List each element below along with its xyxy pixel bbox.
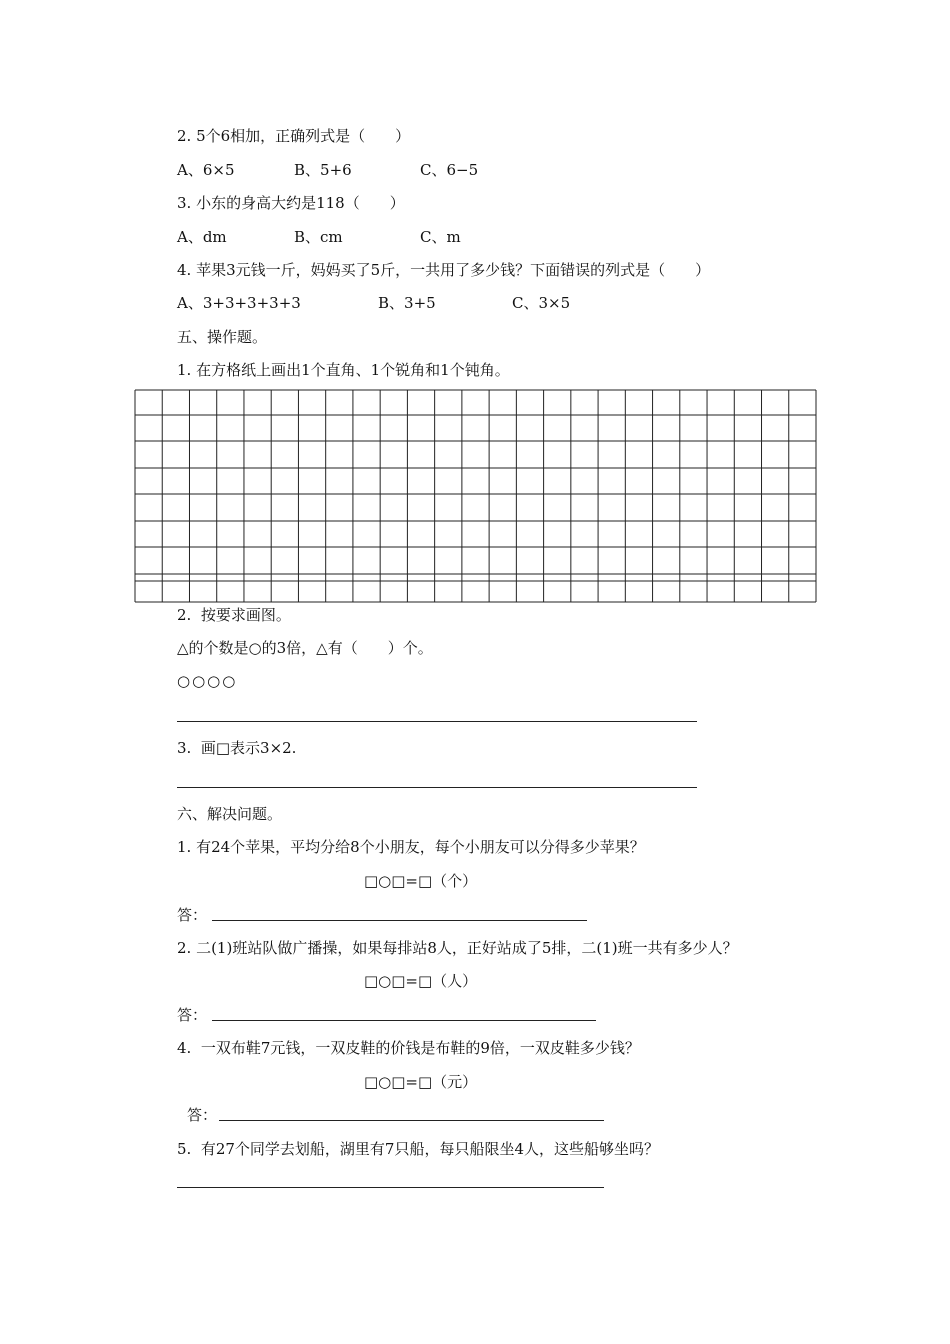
q2-option-a: A、6×5 (177, 161, 235, 179)
section6-title: 六、解决问题。 (177, 805, 283, 823)
p1-answer-line[interactable] (212, 920, 587, 921)
q2-stem: 2. 5个6相加，正确列式是（ ） (177, 127, 411, 145)
q3-option-a: A、dm (177, 228, 227, 246)
section5-item2: 2. 按要求画图。 (177, 606, 291, 624)
section5-item3: 3. 画□表示3×2. (177, 739, 297, 757)
p5-stem: 5. 有27个同学去划船，湖里有7只船，每只船限坐4人，这些船够坐吗？ (177, 1140, 660, 1158)
q3-option-c: C、m (420, 228, 461, 246)
p2-answer-label: 答： (177, 1006, 208, 1024)
q3-stem: 3. 小东的身高大约是118（ ） (177, 194, 405, 212)
p4-stem: 4. 一双布鞋7元钱，一双皮鞋的价钱是布鞋的9倍，一双皮鞋多少钱？ (177, 1039, 640, 1057)
q2-option-b: B、5+6 (294, 161, 352, 179)
drawing-line-2[interactable] (177, 787, 697, 788)
q3-option-b: B、cm (294, 228, 343, 246)
section5-item2-line: △的个数是○的3倍，△有（ ）个。 (177, 639, 433, 657)
p4-equation: □○□=□（元） (364, 1073, 478, 1091)
p5-answer-line[interactable] (177, 1187, 604, 1188)
p1-stem: 1. 有24个苹果，平均分给8个小朋友，每个小朋友可以分得多少苹果？ (177, 838, 645, 856)
p2-answer-line[interactable] (212, 1020, 596, 1021)
drawing-line-1[interactable] (177, 721, 697, 722)
p4-answer-label: 答： (187, 1106, 218, 1124)
p4-answer-line[interactable] (219, 1120, 604, 1121)
p1-answer-label: 答： (177, 906, 208, 924)
grid-paper[interactable] (134, 389, 817, 603)
p2-stem: 2. 二(1)班站队做广播操，如果每排站8人，正好站成了5排，二(1)班一共有多少人？ (177, 939, 738, 957)
section5-item1: 1. 在方格纸上画出1个直角、1个锐角和1个钝角。 (177, 361, 510, 379)
q4-option-c: C、3×5 (512, 294, 571, 312)
circles-row: ○○○○ (177, 672, 238, 690)
q4-option-a: A、3+3+3+3+3 (177, 294, 301, 312)
p2-equation: □○□=□（人） (364, 972, 478, 990)
section5-title: 五、操作题。 (177, 328, 268, 346)
p1-equation: □○□=□（个） (364, 872, 478, 890)
q4-option-b: B、3+5 (378, 294, 436, 312)
q2-option-c: C、6−5 (420, 161, 479, 179)
q4-stem: 4. 苹果3元钱一斤，妈妈买了5斤，一共用了多少钱？下面错误的列式是（ ） (177, 261, 711, 279)
